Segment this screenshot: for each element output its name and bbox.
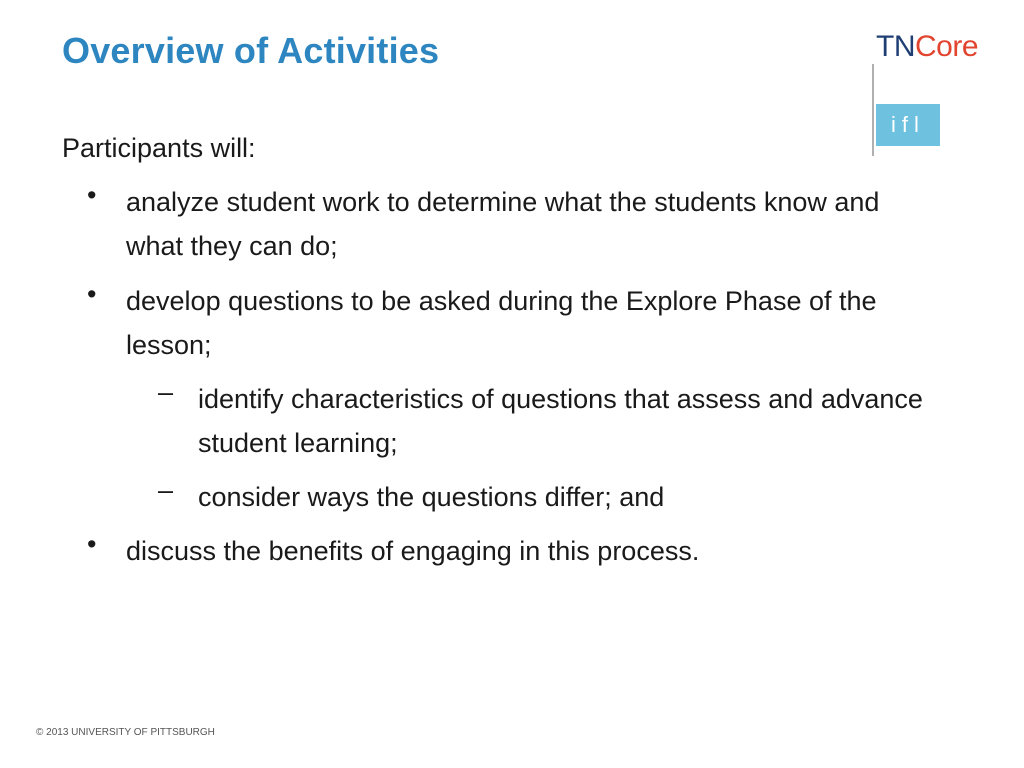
copyright-footer: © 2013 UNIVERSITY OF PITTSBURGH [36, 727, 215, 738]
sub-bullet-marker: – [158, 475, 174, 505]
sub-bullet-item: consider ways the questions differ; and [198, 482, 665, 512]
bullet-marker: • [87, 279, 97, 309]
bullet-item: analyze student work to determine what the students know and what they can do; [126, 187, 880, 261]
bullet-marker: • [87, 529, 97, 559]
tncore-ifl-logo [872, 30, 1004, 137]
tncore-wordmark [876, 30, 978, 64]
bullet-marker: • [87, 180, 97, 210]
logo-tn-text: TN [876, 30, 915, 63]
logo-divider [872, 64, 874, 156]
ifl-badge: ifl [876, 104, 940, 146]
bullet-item: develop questions to be asked during the Explore Phase of the lesson; [126, 286, 877, 360]
logo-core-text: Core [915, 30, 979, 63]
sub-bullet-marker: – [158, 377, 174, 407]
intro-text: Participants will: [62, 133, 256, 163]
slide-title: Overview of Activities [62, 30, 440, 71]
sub-bullet-item: identify characteristics of questions that assess and advance student learning; [198, 384, 923, 458]
bullet-item: discuss the benefits of engaging in this process. [126, 536, 700, 566]
